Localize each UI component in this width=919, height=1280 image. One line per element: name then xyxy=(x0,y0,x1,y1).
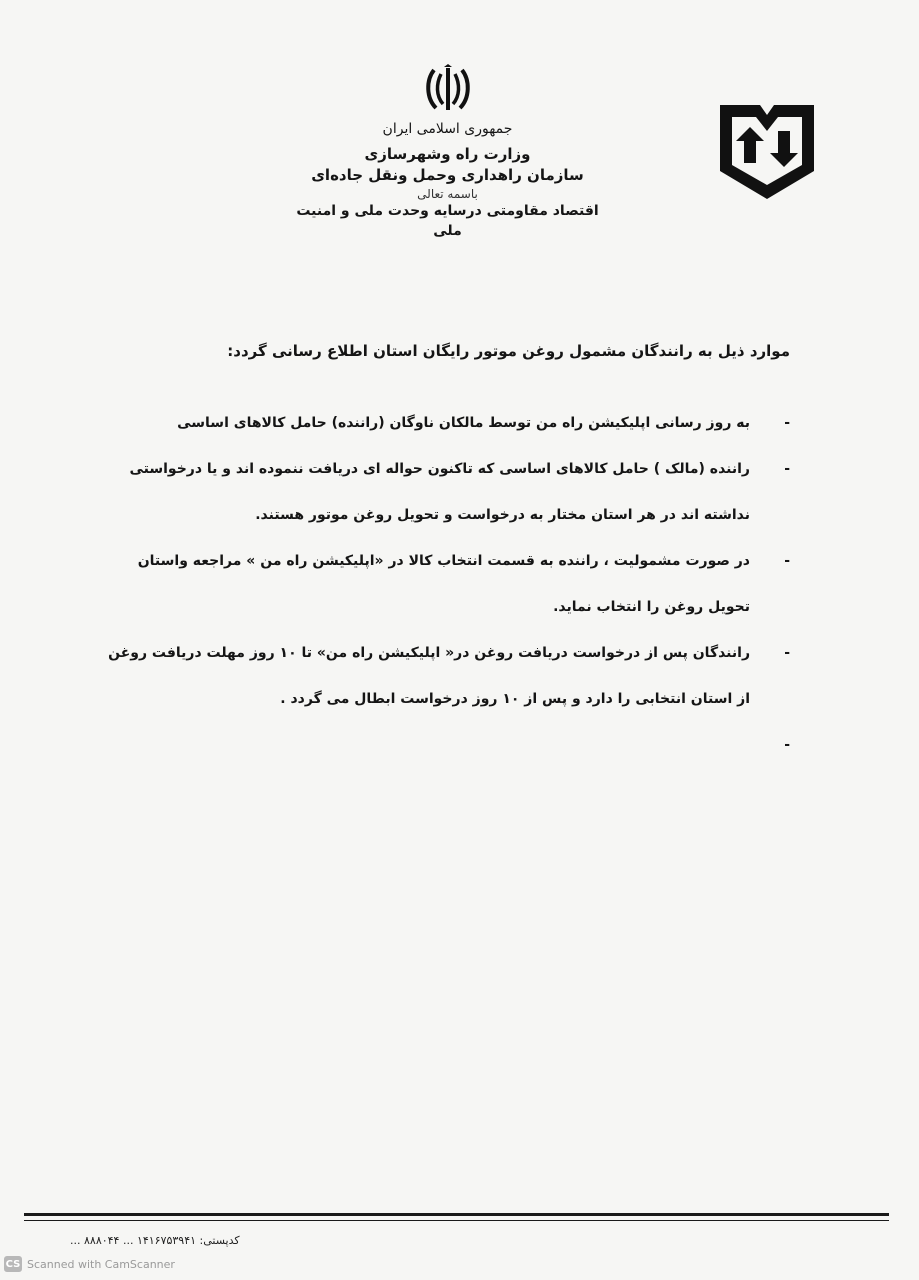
footer-contact: کدپستی: ۱۴۱۶۷۵۳۹۴۱ ... ۸۸۸۰۴۴ ... xyxy=(70,1234,240,1247)
intro-paragraph: موارد ذیل به رانندگان مشمول روغن موتور رایگان استان اطلاع رسانی گردد: xyxy=(227,342,790,360)
list-item-text: به روز رسانی اپلیکیشن راه من توسط مالکان ناوگان (راننده) حامل کالاهای اساسی xyxy=(177,415,750,431)
list-item-text: رانندگان پس از درخواست دریافت روغن در« اپلیکیشن راه من» تا ۱۰ روز مهلت دریافت روغن از استان انتخابی را دارد و پس از ۱۰ روز درخواست ابطال می گردد . xyxy=(108,645,750,707)
list-bullet: - xyxy=(784,553,790,569)
list-bullet: - xyxy=(784,461,790,477)
camscanner-logo-icon: CS xyxy=(4,1256,22,1272)
list-item xyxy=(100,722,790,768)
organization-logo-icon xyxy=(714,101,820,202)
basmeh-line: باسمه تعالی xyxy=(417,186,478,201)
ministry-title: وزارت راه وشهرسازی xyxy=(364,144,531,163)
list-bullet: - xyxy=(784,645,790,661)
republic-title: جمهوری اسلامی ایران xyxy=(382,121,513,137)
list-bullet: - xyxy=(784,737,790,753)
list-item xyxy=(100,630,790,722)
list-item-text xyxy=(100,722,750,768)
list-item xyxy=(100,538,790,630)
list-item-text: در صورت مشمولیت ، راننده به قسمت انتخاب کالا در «اپلیکیشن راه من » مراجعه واستان تحویل روغن را انتخاب نماید. xyxy=(137,553,750,615)
organization-title: سازمان راهداری وحمل ونقل جاده‌ای xyxy=(311,165,584,184)
notice-list xyxy=(100,400,790,768)
slogan-line: اقتصاد مقاومتی درسایه وحدت ملی و امنیت ملی xyxy=(296,203,599,239)
footer-divider-thin xyxy=(24,1220,889,1221)
footer-divider xyxy=(24,1213,889,1216)
list-item-text: راننده (مالک ) حامل کالاهای اساسی که تاکنون حواله ای دریافت ننموده اند و یا درخواستی نداشته اند در هر استان مختار به درخواست و تحویل روغن موتور هستند. xyxy=(129,461,750,523)
list-item xyxy=(100,400,790,446)
letter-header xyxy=(280,120,615,242)
list-bullet: - xyxy=(784,415,790,431)
iran-emblem-icon xyxy=(424,64,472,114)
scanner-text: Scanned with CamScanner xyxy=(27,1257,175,1271)
list-item xyxy=(100,446,790,538)
scanner-watermark xyxy=(4,1256,175,1272)
